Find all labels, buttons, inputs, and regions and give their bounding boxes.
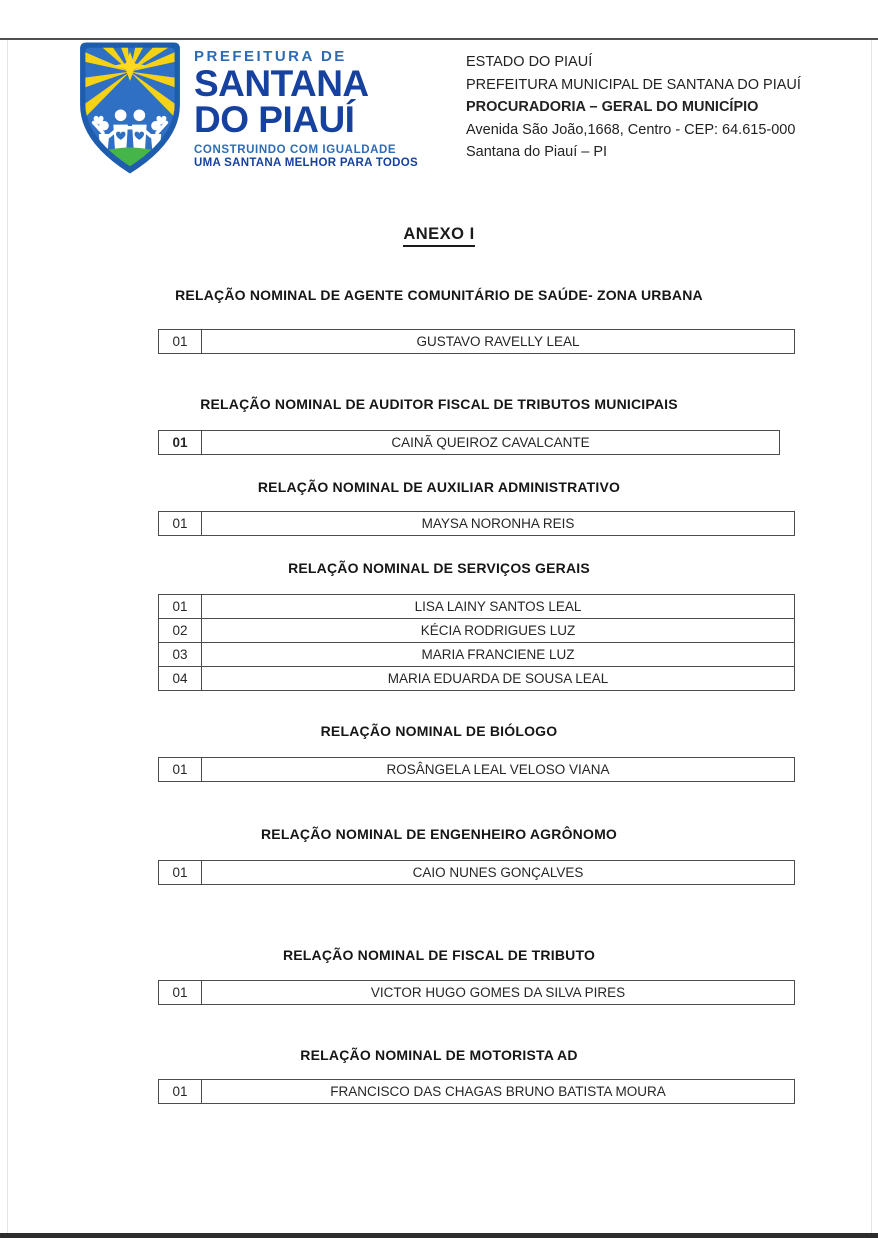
letterhead-state: ESTADO DO PIAUÍ [466,54,593,70]
city-shield-icon [78,38,182,178]
row-name-cell: VICTOR HUGO GOMES DA SILVA PIRES [202,981,795,1005]
row-number-cell: 04 [159,667,202,691]
row-number-cell: 01 [159,861,202,885]
section-fiscal-de-tributo [0,947,878,1005]
logo-name-line1: SANTANA [194,63,369,104]
row-number-cell: 01 [159,330,202,354]
letterhead-address: Avenida São João,1668, Centro - CEP: 64.615-000 [466,121,796,138]
table-row [159,758,795,782]
section-auxiliar-administrativo [0,479,878,536]
scan-edge-right [871,40,872,1233]
table-row [159,667,795,691]
section-heading: RELAÇÃO NOMINAL DE AUXILIAR ADMINISTRATIVO [257,479,621,495]
row-number-cell: 01 [159,595,202,619]
document-title: ANEXO I [403,225,474,247]
logo-wordmark [194,38,418,169]
table-row [159,1080,795,1104]
row-number-cell: 02 [159,619,202,643]
logo-name-line2: DO PIAUÍ [194,99,355,141]
letterhead-department: PROCURADORIA – GERAL DO MUNICÍPIO [466,99,759,115]
letterhead-header [78,38,823,178]
section-engenheiro-agronomo [0,826,878,885]
roster-table [158,860,795,885]
section-motorista-ad [0,1047,878,1104]
row-name-cell: MAYSA NORONHA REIS [202,512,795,536]
roster-table [158,1079,795,1104]
section-agente-comunitario [0,287,878,354]
document-title-row [0,225,878,247]
section-heading: RELAÇÃO NOMINAL DE BIÓLOGO [320,723,558,739]
row-name-cell: FRANCISCO DAS CHAGAS BRUNO BATISTA MOURA [202,1080,795,1104]
row-number-cell: 01 [159,981,202,1005]
roster-table [158,511,795,536]
roster-table [158,980,795,1005]
row-number-cell: 01 [159,1080,202,1104]
row-name-cell: CAIO NUNES GONÇALVES [202,861,795,885]
section-heading: RELAÇÃO NOMINAL DE FISCAL DE TRIBUTO [282,947,596,963]
row-number-cell: 01 [159,512,202,536]
row-name-cell: KÉCIA RODRIGUES LUZ [202,619,795,643]
section-heading: RELAÇÃO NOMINAL DE AGENTE COMUNITÁRIO DE SAÚDE- ZONA URBANA [175,287,703,303]
logo-prefix: PREFEITURA DE [194,48,347,65]
table-row [159,643,795,667]
letterhead-municipality: PREFEITURA MUNICIPAL DE SANTANA DO PIAUÍ [466,76,801,93]
table-row [159,981,795,1005]
section-heading: RELAÇÃO NOMINAL DE AUDITOR FISCAL DE TRIBUTOS MUNICIPAIS [200,396,678,412]
roster-table [158,594,795,691]
row-number-cell: 01 [159,758,202,782]
roster-table [158,757,795,782]
row-name-cell: GUSTAVO RAVELLY LEAL [202,330,795,354]
scan-edge-left [7,40,8,1233]
section-biologo [0,723,878,782]
table-row [159,512,795,536]
row-name-cell: MARIA FRANCIENE LUZ [202,643,795,667]
row-number-cell: 01 [159,431,202,455]
logo-slogan-line2: UMA SANTANA MELHOR PARA TODOS [194,157,418,170]
section-auditor-fiscal [0,396,878,455]
logo-slogan-line1: CONSTRUINDO COM IGUALDADE [194,144,397,157]
city-logo [78,38,418,178]
section-servicos-gerais [0,560,878,691]
table-row [159,595,795,619]
agency-address-block [466,38,801,164]
scan-edge-top [0,38,878,40]
table-row [159,861,795,885]
section-heading: RELAÇÃO NOMINAL DE MOTORISTA AD [300,1047,578,1063]
row-name-cell: ROSÂNGELA LEAL VELOSO VIANA [202,758,795,782]
table-row [159,619,795,643]
row-name-cell: MARIA EDUARDA DE SOUSA LEAL [202,667,795,691]
roster-table [158,430,780,455]
scan-edge-bottom [0,1233,878,1238]
row-number-cell: 03 [159,643,202,667]
table-row [159,330,795,354]
letterhead-city: Santana do Piauí – PI [466,144,608,160]
roster-table [158,329,795,354]
row-name-cell: CAINÃ QUEIROZ CAVALCANTE [202,431,780,455]
section-heading: RELAÇÃO NOMINAL DE SERVIÇOS GERAIS [288,560,590,576]
table-row [159,431,780,455]
section-heading: RELAÇÃO NOMINAL DE ENGENHEIRO AGRÔNOMO [260,826,618,842]
row-name-cell: LISA LAINY SANTOS LEAL [202,595,795,619]
